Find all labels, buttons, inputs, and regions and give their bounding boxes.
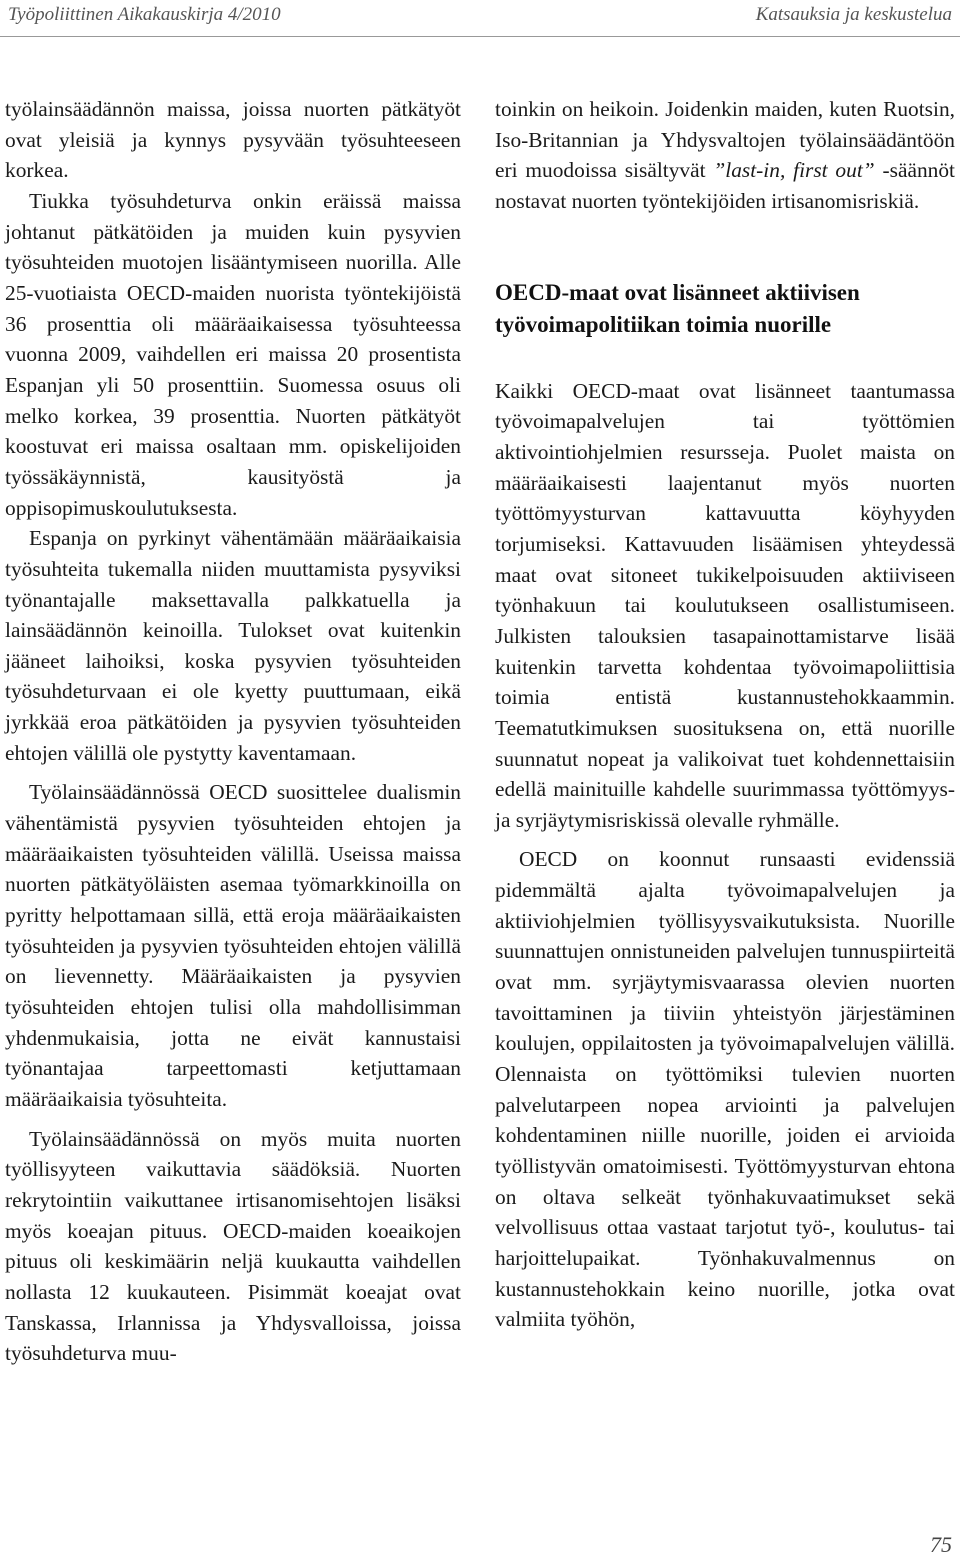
journal-title: Työpoliittinen Aikakauskirja 4/2010 [8, 4, 281, 25]
paragraph-text: toinkin on heikoin. Joidenkin maiden, kuten Ruotsin, Iso-Britannian ja Yhdysvaltojen työlainsäädäntöön eri muodoissa sisältyvät [495, 97, 955, 183]
paragraph: Tiukka työsuhdeturva onkin eräissä maissa johtanut pätkätöiden ja muiden kuin pysyvien työsuhteiden muotojen lisääntymiseen nuorilla. Alle 25-vuotiaista OECD-maiden nuorista työntekijöistä 36 prosenttia oli määräaikaisessa työsuhteessa vuonna 2009, vaihdellen eri maissa 20 prosentista Espanjan yli 50 prosenttiin. Suomessa osuus oli melko korkea, 39 prosenttia. Nuorten pätkätyöt koostuvat eri maissa osaltaan mm. opiskelijoiden työssäkäynnistä, kausityöstä ja oppisopimuskoulutuksesta. [5, 188, 461, 520]
page-number: 75 [930, 1532, 952, 1557]
paragraph: OECD on koonnut runsaasti evidenssiä pidemmältä ajalta työvoimapalvelujen ja aktiiviohjelmien työllisyysvaikutuksista. Nuorille suunnattujen onnistuneiden palvelujen tunnuspiirteitä ovat mm. syrjäytymisvaarassa olevien nuorten tavoittaminen ja tiiviin yhteistyön järjestäminen koulujen, oppilaitosten ja työvoimapalvelujen välillä. Olennaista on työttömiksi tulevien nuorten palvelutarpeen nopea arviointi ja palvelujen kohdentaminen niille nuorille, joiden ei arvioida työllistyvän omatoimisesti. Työttömyysturvan ehtona on oltava selkeät työnhakuvaatimukset sekä velvollisuus ottaa vastaat tarjotut työ-, koulutus- tai harjoittelupaikat. Työnhakuvalmennus on kustannustehokkain keino nuorille, jotka ovat valmiita työhön, [495, 847, 955, 1332]
header-rule [0, 36, 960, 37]
section-heading: OECD-maat ovat lisänneet aktiivisen työvoimapolitiikan toimia nuorille [495, 279, 860, 337]
left-column [5, 94, 461, 1369]
paragraph [495, 94, 955, 217]
paragraph: Työlainsäädännössä OECD suosittelee dualismin vähentämistä pysyvien työsuhteiden ehtojen ja määräaikaisten työsuhteiden välillä. Useissa maissa nuorten pätkätyöläisten asemaa työmarkkinoilla on pyritty helpottamaan sillä, että eroja määräaikaisten työsuhteiden ja pysyvien työsuhteiden ehtojen välillä on lievennetty. Määräaikaisten ja pysyvien työsuhteiden ehtojen tulisi olla mahdollisimman yhdenmukaisia, jotta ne eivät kannustaisi työnantajaa tarpeettomasti ketjuttamaan määräaikaisia työsuhteita. [5, 780, 461, 1111]
quoted-term: ”last-in, first out” [713, 158, 875, 183]
paragraph: Työlainsäädännössä on myös muita nuorten työllisyyteen vaikuttavia säädöksiä. Nuorten rekrytointiin vaikuttanee irtisanomisehtojen lisäksi myös koeajan pituus. OECD-maiden koeaikojen pituus oli keskimäärin neljä kuukautta vaihdellen nollasta 12 kuukauteen. Pisimmät koeajat ovat Tanskassa, Irlannissa ja Yhdysvalloissa, joissa työsuhdeturva muu- [5, 1126, 461, 1366]
paragraph-text: -säännöt nostavat nuorten työntekijöiden irtisanomisriskiä. [495, 158, 955, 213]
paragraph: Kaikki OECD-maat ovat lisänneet taantumassa työvoimapalvelujen tai työttömien aktivointiohjelmien resursseja. Puolet maista on määräaikaisesti laajentanut myös nuorten työttömyysturvan kattavuutta köyhyyden torjumiseksi. Kattavuuden lisäämisen yhteydessä maat ovat sitoneet tukikelpoisuuden aktiiviseen työnhakuun tai koulutukseen osallistumiseen. Julkisten talouksien tasapainottamistarve lisää kuitenkin tarvetta kohdentaa työvoimapoliittisia toimia entistä kustannustehokkaammin. Teematutkimuksen suosituksena on, että nuorille suunnatut nopeat ja valikoivat tuet kohdennettaisiin edellä mainituille kahdelle suurimmassa työttömyys- ja syrjäytymisriskissä olevalle ryhmälle. [495, 378, 955, 832]
running-header [8, 0, 952, 30]
section-title: Katsauksia ja keskustelua [755, 4, 952, 25]
paragraph: Espanja on pyrkinyt vähentämään määräaikaisia työsuhteita tukemalla niiden muuttamista pysyviksi työnantajalle maksettavalla palkkatuella ja lainsäädännön keinoilla. Tulokset ovat kuitenkin jääneet laihoiksi, koska pysyvien työsuhteiden työsuhdeturvaan ei ole kyetty puuttumaan, eikä jyrkkää eroa pätkätöiden ja pysyvien työsuhteiden ehtojen välillä ole pystytty kaventamaan. [5, 526, 461, 765]
right-column [495, 94, 955, 1335]
paragraph: työlainsäädännön maissa, joissa nuorten pätkätyöt ovat yleisiä ja kynnys pysyvään työsuhteeseen korkea. [5, 97, 461, 183]
